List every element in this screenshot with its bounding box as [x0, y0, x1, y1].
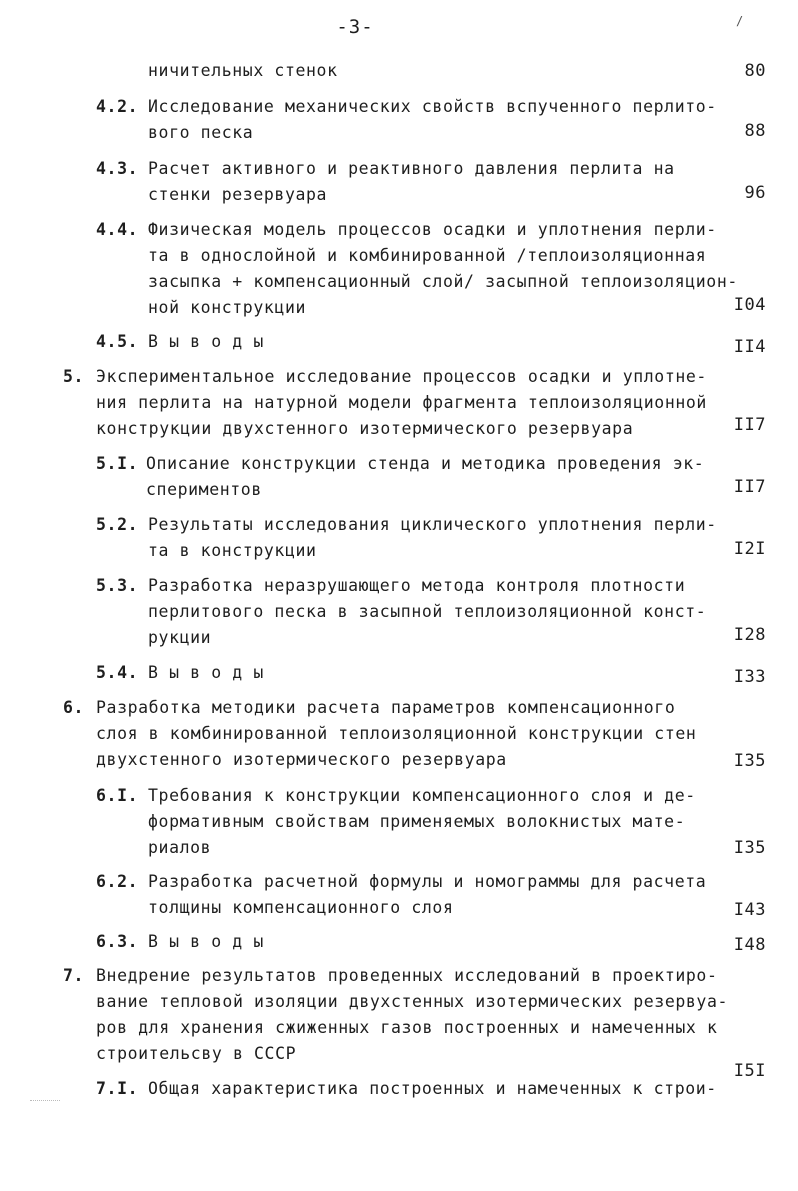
page-number: -3- [336, 16, 374, 38]
toc-entry-text-line: В ы в о д ы [148, 932, 264, 951]
toc-entry-number: 6. [63, 698, 85, 717]
toc-entry-page: I04 [733, 295, 766, 315]
toc-entry-number: 5.I. [96, 454, 139, 473]
toc-entry-page: 96 [744, 183, 766, 203]
toc-entry-text-line: Внедрение результатов проведенных исследований в проектиро- [96, 966, 718, 985]
toc-entry-number: 5.2. [96, 515, 139, 534]
toc-entry-number: 6.3. [96, 932, 139, 951]
toc-entry-text-line: ров для хранения сжиженных газов построенных и намеченных к [96, 1018, 718, 1037]
toc-entry-page: I33 [733, 667, 766, 687]
toc-entry-text-line: стенки резервуара [148, 185, 328, 204]
toc-entry-text-line: Разработка расчетной формулы и номограммы для расчета [148, 872, 707, 891]
toc-entry-page: I48 [733, 935, 766, 955]
toc-entry-text-line: та в конструкции [148, 541, 317, 560]
toc-entry-page: II7 [733, 477, 766, 497]
toc-entry-text-line: ной конструкции [148, 298, 307, 317]
toc-entry-page: 88 [744, 121, 766, 141]
toc-entry-page: I35 [733, 838, 766, 858]
toc-entry-number: 5.3. [96, 576, 139, 595]
toc-entry-text-line: перлитового песка в засыпной теплоизоляционной конст- [148, 602, 707, 621]
toc-entry-text-line: вание тепловой изоляции двухстенных изотермических резервуа- [96, 992, 729, 1011]
toc-entry-text-line: та в однослойной и комбинированной /теплоизоляционная [148, 246, 707, 265]
toc-entry-text-line: засыпка + компенсационный слой/ засыпной теплоизоляцион- [148, 272, 738, 291]
toc-entry-number: 4.5. [96, 332, 139, 351]
toc-entry-page: I5I [733, 1061, 766, 1081]
toc-entry-number: 4.3. [96, 159, 139, 178]
toc-entry-text-line: Описание конструкции стенда и методика проведения эк- [146, 454, 705, 473]
toc-entry-text-line: Разработка неразрушающего метода контроля плотности [148, 576, 686, 595]
toc-entry-page: I28 [733, 625, 766, 645]
toc-entry-text-line: В ы в о д ы [148, 663, 264, 682]
toc-entry-number: 5.4. [96, 663, 139, 682]
toc-entry-text-line: риалов [148, 838, 212, 857]
toc-entry-page: I2I [733, 539, 766, 559]
toc-entry-number: 5. [63, 367, 85, 386]
toc-entry-text-line: Результаты исследования циклического уплотнения перли- [148, 515, 717, 534]
toc-entry-text-line: спериментов [146, 480, 262, 499]
toc-entry-page: 80 [744, 61, 766, 81]
toc-entry-text-line: конструкции двухстенного изотермического резервуара [96, 419, 634, 438]
toc-entry-number: 6.2. [96, 872, 139, 891]
toc-entry-number: 7.I. [96, 1079, 139, 1098]
toc-entry-text-line: рукции [148, 628, 212, 647]
toc-entry-page: I35 [733, 751, 766, 771]
toc-entry-number: 6.I. [96, 786, 139, 805]
toc-entry-text-line: толщины компенсационного слоя [148, 898, 454, 917]
toc-entry-page: II7 [733, 415, 766, 435]
toc-entry-text-line: ничительных стенок [148, 61, 338, 80]
toc-entry-text-line: Разработка методики расчета параметров компенсационного [96, 698, 676, 717]
toc-entry-text-line: формативным свойствам применяемых волокнистых мате- [148, 812, 686, 831]
toc-entry-number: 7. [63, 966, 85, 985]
paper-smudge [30, 1100, 60, 1109]
toc-entry-text-line: Исследование механических свойств вспученного перлито- [148, 97, 717, 116]
toc-entry-text-line: строительсву в СССР [96, 1044, 297, 1063]
toc-entry-text-line: Требования к конструкции компенсационного слоя и де- [148, 786, 696, 805]
toc-entry-text-line: Физическая модель процессов осадки и уплотнения перли- [148, 220, 717, 239]
toc-entry-number: 4.4. [96, 220, 139, 239]
corner-mark: / [736, 14, 744, 28]
toc-entry-text-line: Общая характеристика построенных и намеченных к строи- [148, 1079, 717, 1098]
toc-entry-text-line: В ы в о д ы [148, 332, 264, 351]
toc-entry-text-line: вого песка [148, 123, 254, 142]
toc-entry-text-line: Расчет активного и реактивного давления перлита на [148, 159, 675, 178]
toc-entry-number: 4.2. [96, 97, 139, 116]
toc-entry-page: I43 [733, 900, 766, 920]
toc-entry-text-line: двухстенного изотермического резервуара [96, 750, 507, 769]
toc-entry-text-line: слоя в комбинированной теплоизоляционной конструкции стен [96, 724, 697, 743]
toc-entry-page: II4 [733, 337, 766, 357]
toc-entry-text-line: Экспериментальное исследование процессов осадки и уплотне- [96, 367, 707, 386]
toc-entry-text-line: ния перлита на натурной модели фрагмента теплоизоляционной [96, 393, 707, 412]
